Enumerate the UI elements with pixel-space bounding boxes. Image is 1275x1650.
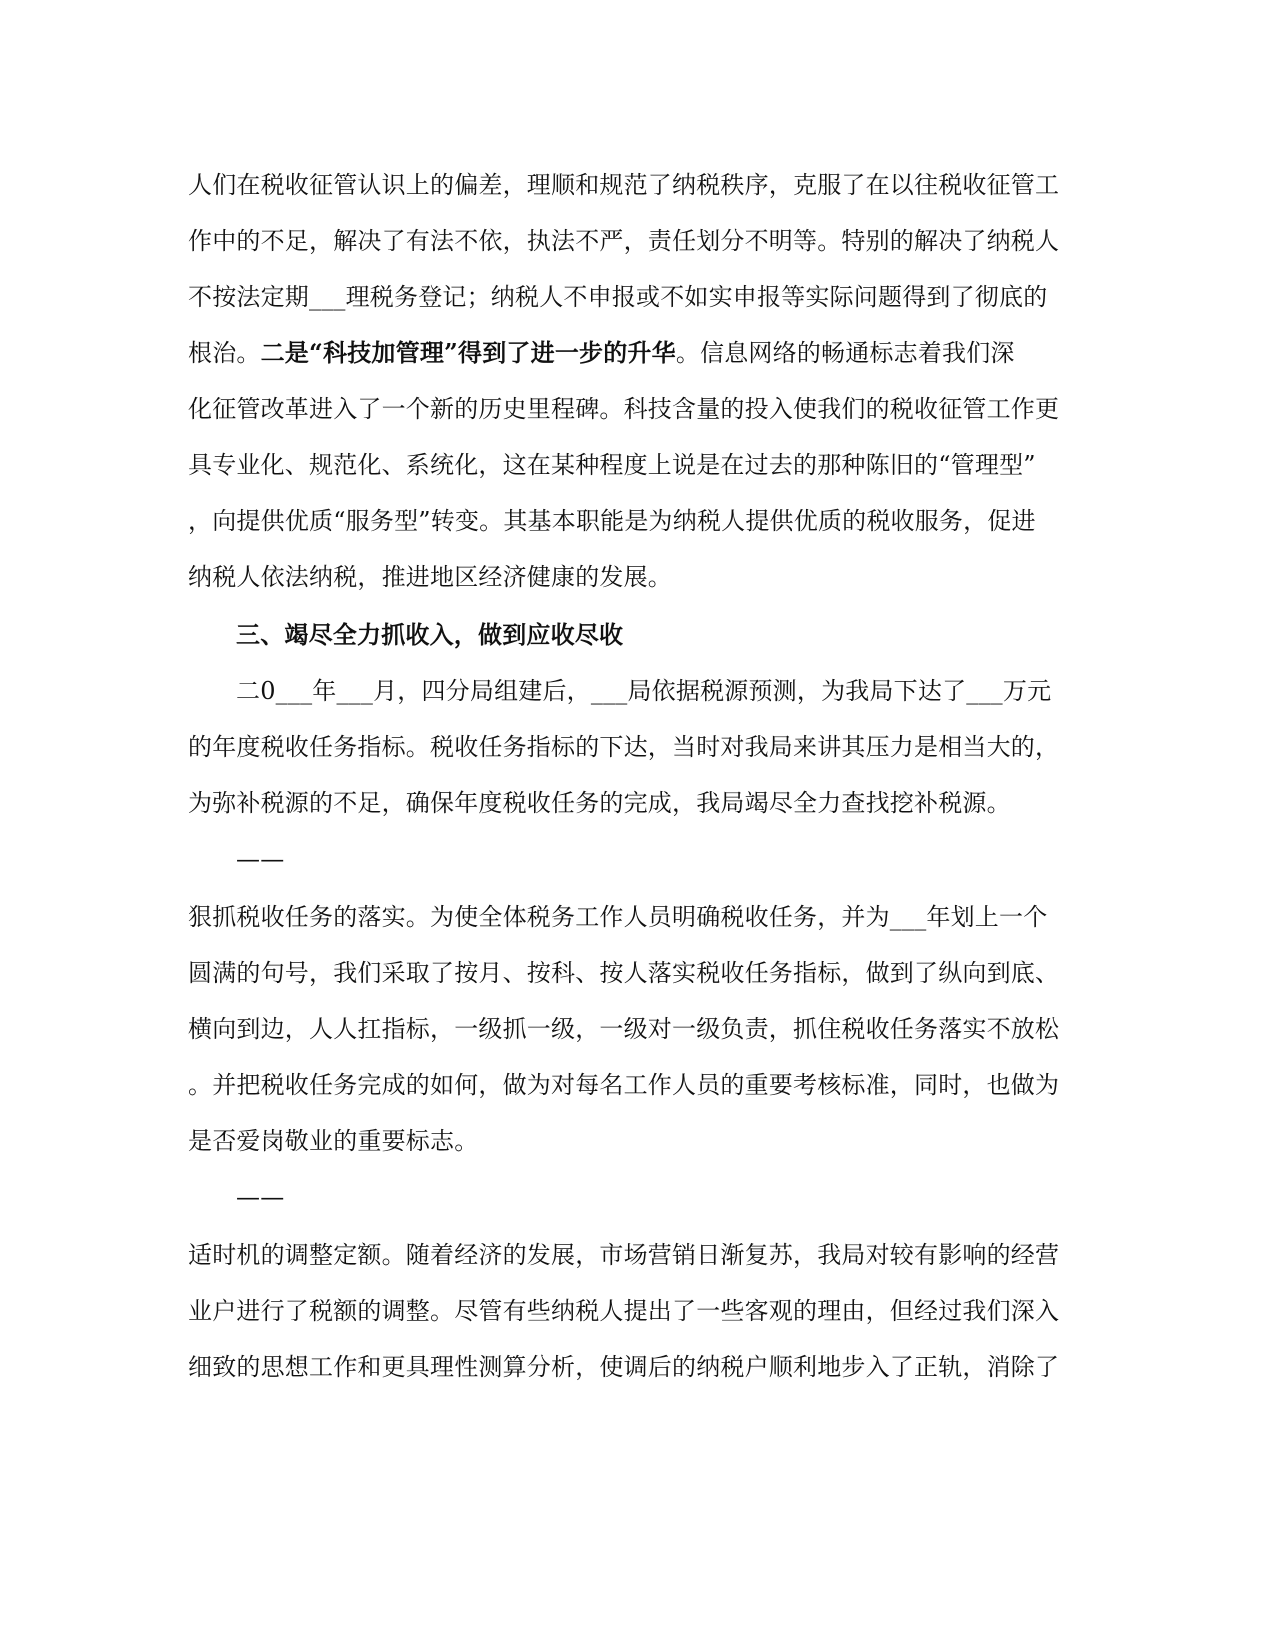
text-line: 人们在税收征管认识上的偏差，理顺和规范了纳税秩序，克服了在以往税收征管工	[188, 171, 1060, 199]
text-line-mixed	[188, 338, 1088, 368]
text-line: 化征管改革进入了一个新的历史里程碑。科技含量的投入使我们的税收征管工作更	[188, 395, 1060, 423]
dash-separator: ——	[236, 1183, 285, 1211]
text-line: 作中的不足，解决了有法不依，执法不严，责任划分不明等。特别的解决了纳税人	[188, 227, 1060, 255]
dash-separator: ——	[236, 845, 285, 873]
bold-heading-run: 二是“科技加管理”得到了进一步的升华	[260, 338, 676, 367]
text-line: 。并把税收任务完成的如何，做为对每名工作人员的重要考核标准，同时，也做为	[188, 1071, 1060, 1099]
text-line: 二0___年___月，四分局组建后，___局依据税源预测，为我局下达了___万元	[236, 677, 1052, 705]
text-line: ，向提供优质“服务型”转变。其基本职能是为纳税人提供优质的税收服务，促进	[188, 507, 1036, 535]
text-line: 业户进行了税额的调整。尽管有些纳税人提出了一些客观的理由，但经过我们深入	[188, 1297, 1060, 1325]
text-line: 的年度税收任务指标。税收任务指标的下达，当时对我局来讲其压力是相当大的，	[188, 733, 1060, 761]
text-line: 不按法定期___理税务登记；纳税人不申报或不如实申报等实际问题得到了彻底的	[188, 283, 1048, 311]
text-run: 根治。	[188, 339, 261, 367]
text-line: 适时机的调整定额。随着经济的发展，市场营销日渐复苏，我局对较有影响的经营	[188, 1241, 1060, 1269]
text-run: 。信息网络的畅通标志着我们深	[675, 339, 1015, 367]
text-line: 为弥补税源的不足，确保年度税收任务的完成，我局竭尽全力查找挖补税源。	[188, 789, 1011, 817]
text-line: 狠抓税收任务的落实。为使全体税务工作人员明确税收任务，并为___年划上一个	[188, 903, 1048, 931]
text-line: 纳税人依法纳税，推进地区经济健康的发展。	[188, 563, 672, 591]
text-line: 横向到边，人人扛指标，一级抓一级，一级对一级负责，抓住税收任务落实不放松	[188, 1015, 1060, 1043]
text-line: 圆满的句号，我们采取了按月、按科、按人落实税收任务指标，做到了纵向到底、	[188, 959, 1060, 987]
text-line: 具专业化、规范化、系统化，这在某种程度上说是在过去的那种陈旧的“管理型”	[188, 451, 1036, 479]
text-line: 是否爱岗敬业的重要标志。	[188, 1127, 479, 1155]
section-heading: 三、竭尽全力抓收入，做到应收尽收	[236, 620, 624, 649]
text-line: 细致的思想工作和更具理性测算分析，使调后的纳税户顺利地步入了正轨，消除了	[188, 1353, 1060, 1381]
